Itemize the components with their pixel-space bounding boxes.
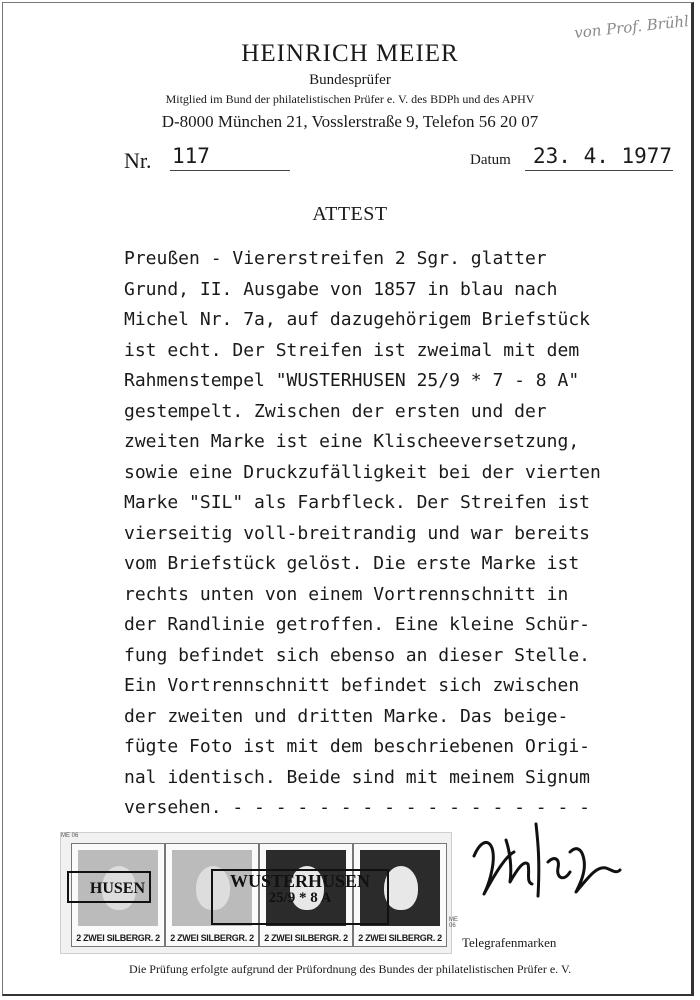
photo-mark: ME 06 [449,917,458,929]
date-underline [525,170,673,171]
examiner-title: Bundesprüfer [309,72,391,88]
body-line: Rahmenstempel "WUSTERHUSEN 25/9 * 7 - 8 A" [124,370,580,391]
stamp-value: 2 ZWEI SILBERGR. 2 [264,933,348,943]
body-line: ist echt. Der Streifen ist zweimal mit dem [124,339,580,361]
address-line: D-8000 München 21, Vosslerstraße 9, Telefon 56 20 07 [161,112,539,131]
cancel-line-2: 25/9 * 8 A [268,890,332,906]
membership-line: Mitglied im Bund der philatelistischen Prüfer e. V. des BDPh und des APHV [165,92,535,106]
body-line: zweiten Marke ist eine Klischeeversetzung, [124,431,580,452]
stamp-strip-photo [60,832,458,954]
date-value: 23. 4. 1977 [533,144,673,168]
body-line: fügte Foto ist mit dem beschriebenen Origi- [124,736,590,757]
stamp-value: 2 ZWEI SILBERGR. 2 [170,933,254,943]
portrait-icon [384,866,418,910]
body-line: versehen. - - - - - - - - - - - - - - - - - [124,797,590,818]
body-line: Ein Vortrennschnitt befindet sich zwischen [124,675,580,696]
body-line: Grund, II. Ausgabe von 1857 in blau nach [124,278,558,300]
body-line: der zweiten und dritten Marke. Das beige- [124,705,569,727]
body-line: gestempelt. Zwischen der ersten und der [124,400,547,422]
body-line: vierseitig voll-breitrandig und war bereits [124,522,590,544]
number-label: Nr. [124,148,152,173]
footer-note: Die Prüfung erfolgte aufgrund der Prüfordnung des Bundes der philatelistischen Prüfer e. V. [128,962,572,976]
body-line: fung befindet sich ebenso an dieser Stelle. [124,644,590,666]
signature-icon [466,812,626,908]
body-line: Preußen - Viererstreifen 2 Sgr. glatter [124,248,547,269]
attest-body [124,244,684,824]
body-line: vom Briefstück gelöst. Die erste Marke ist [124,553,580,574]
body-line: Marke "SIL" als Farbfleck. Der Streifen ist [124,492,590,513]
stamp-value: 2 ZWEI SILBERGR. 2 [76,933,160,943]
cancel-mark-center [211,869,389,925]
body-line: nal identisch. Beide sind mit meinem Signum [124,766,590,788]
date-label: Datum [470,152,511,168]
cancel-line-1: WUSTERHUSEN [229,871,371,891]
telegraf-label: Telegrafenmarken [462,935,557,950]
stamp-value: 2 ZWEI SILBERGR. 2 [358,933,442,943]
examiner-name: HEINRICH MEIER [241,40,459,67]
pencil-note: von Prof. Brühl [573,12,690,42]
number-value: 117 [172,144,210,168]
body-line: der Randlinie getroffen. Eine kleine Schür- [124,614,590,635]
body-line: Michel Nr. 7a, auf dazugehörigem Briefstück [124,309,590,330]
photo-mark: ME 06 [61,833,79,839]
body-line: sowie eine Druckzufälligkeit bei der vierten [124,461,601,483]
number-underline [170,170,290,171]
cancel-mark-left: HUSEN [67,871,151,903]
document-title: ATTEST [312,203,388,225]
body-line: rechts unten von einem Vortrennschnitt in [124,583,569,605]
